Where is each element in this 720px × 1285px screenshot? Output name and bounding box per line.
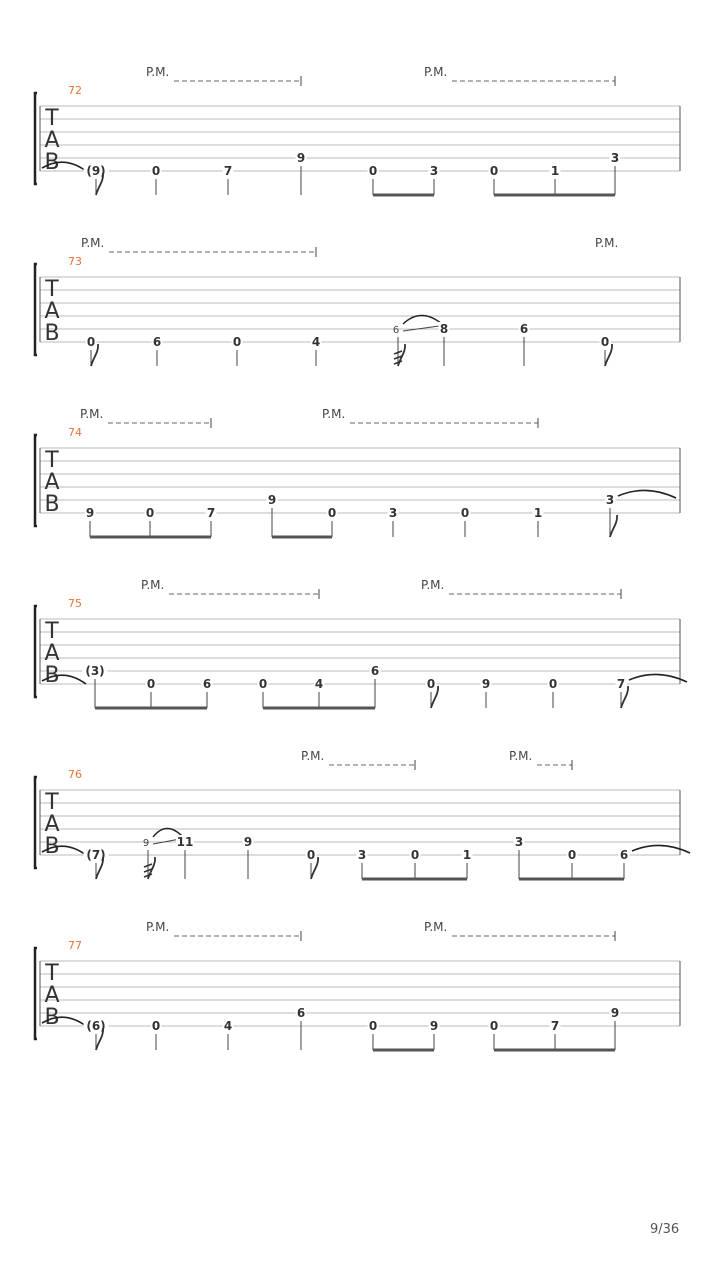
fret-number: 3 xyxy=(605,493,615,507)
fret-number: 8 xyxy=(439,322,449,336)
palm-mute-label: P.M. xyxy=(146,65,170,79)
page-number: 9/36 xyxy=(650,1222,680,1237)
fret-number: 0 xyxy=(600,335,610,349)
tie-out-arc xyxy=(629,674,687,682)
tab-note xyxy=(388,506,399,537)
tab-clef-letter: B xyxy=(44,321,60,346)
palm-mute-label: P.M. xyxy=(509,749,533,763)
tab-note xyxy=(481,677,492,708)
tab-clef-letter: B xyxy=(44,492,60,517)
tab-note xyxy=(489,1019,500,1050)
palm-mute-marking xyxy=(509,749,572,770)
palm-mute-marking xyxy=(595,236,618,250)
tab-note xyxy=(548,677,559,708)
tab-note xyxy=(146,677,157,708)
measure-number: 73 xyxy=(68,255,82,268)
fret-number: 3 xyxy=(610,151,620,165)
fret-number: 0 xyxy=(489,164,499,178)
fret-number: 9 xyxy=(243,835,253,849)
palm-mute-label: P.M. xyxy=(80,407,104,421)
tab-note xyxy=(202,677,213,708)
tab-clef-letter: A xyxy=(44,641,60,666)
tab-note xyxy=(306,848,319,879)
tab-note xyxy=(429,164,440,195)
fret-number: 0 xyxy=(426,677,436,691)
fret-number: 6 xyxy=(370,664,380,678)
tab-note xyxy=(151,1019,162,1050)
tab-clef-letter: T xyxy=(45,619,59,644)
palm-mute-marking xyxy=(146,920,301,941)
palm-mute-marking xyxy=(424,65,615,86)
note-flag xyxy=(148,857,155,879)
system-bracket xyxy=(35,948,37,1039)
tab-note xyxy=(314,677,325,708)
fret-number: (7) xyxy=(86,848,106,862)
fret-number: 0 xyxy=(327,506,337,520)
tab-note xyxy=(514,835,525,879)
tab-note xyxy=(610,151,621,195)
fret-number: 7 xyxy=(616,677,626,691)
tab-clef-letter: A xyxy=(44,128,60,153)
palm-mute-marking xyxy=(424,920,615,941)
fret-number: 0 xyxy=(548,677,558,691)
tab-note xyxy=(605,490,677,537)
tab-clef-letter: A xyxy=(44,470,60,495)
fret-number: 7 xyxy=(206,506,216,520)
tab-note xyxy=(267,493,278,537)
tab-note xyxy=(223,1019,234,1050)
fret-number: 4 xyxy=(314,677,324,691)
tab-system-74 xyxy=(35,407,680,537)
palm-mute-label: P.M. xyxy=(322,407,346,421)
fret-number: 3 xyxy=(357,848,367,862)
fret-number: 0 xyxy=(368,164,378,178)
tab-clef-letter: B xyxy=(44,663,60,688)
tab-system-77 xyxy=(35,920,680,1050)
tab-note xyxy=(368,1019,379,1050)
fret-number: 7 xyxy=(550,1019,560,1033)
tab-note xyxy=(84,848,109,879)
tab-note xyxy=(567,848,578,879)
tab-clef-letter: T xyxy=(45,961,59,986)
fret-number: 0 xyxy=(151,164,161,178)
palm-mute-marking xyxy=(80,407,211,428)
tab-note xyxy=(616,674,688,708)
fret-number: 6 xyxy=(152,335,162,349)
tie-out-arc xyxy=(632,845,690,853)
palm-mute-marking xyxy=(301,749,415,770)
tab-note xyxy=(223,164,234,195)
tab-note xyxy=(84,164,109,195)
palm-mute-label: P.M. xyxy=(595,236,619,250)
fret-number: 0 xyxy=(232,335,242,349)
system-bracket xyxy=(35,435,37,526)
palm-mute-label: P.M. xyxy=(421,578,445,592)
grace-note xyxy=(393,316,442,367)
fret-number: 6 xyxy=(619,848,629,862)
fret-number: 0 xyxy=(145,506,155,520)
tab-note xyxy=(429,1019,440,1050)
fret-number: 0 xyxy=(489,1019,499,1033)
tab-note xyxy=(519,322,530,366)
tab-clef-letter: B xyxy=(44,150,60,175)
fret-number: 0 xyxy=(86,335,96,349)
grace-fret-number: 6 xyxy=(392,325,400,336)
note-flag xyxy=(398,344,405,366)
tab-note xyxy=(206,506,217,537)
tab-note xyxy=(296,151,307,195)
fret-number: 0 xyxy=(410,848,420,862)
tab-note xyxy=(600,335,613,366)
tab-clef-letter: B xyxy=(44,834,60,859)
tab-system-72 xyxy=(35,65,680,195)
tab-note xyxy=(357,848,368,879)
measure-number: 72 xyxy=(68,84,82,97)
fret-number: 9 xyxy=(429,1019,439,1033)
tab-clef-letter: T xyxy=(45,448,59,473)
tab-note xyxy=(327,506,338,537)
tab-note xyxy=(84,1019,109,1050)
tab-note xyxy=(152,335,163,366)
measure-number: 74 xyxy=(68,426,82,439)
tab-note xyxy=(439,322,450,366)
fret-number: 6 xyxy=(202,677,212,691)
fret-number: 1 xyxy=(462,848,472,862)
measure-number: 75 xyxy=(68,597,82,610)
fret-number: 9 xyxy=(85,506,95,520)
tab-note xyxy=(85,506,96,537)
slur-arc xyxy=(403,316,442,325)
palm-mute-marking xyxy=(421,578,621,599)
fret-number: 1 xyxy=(550,164,560,178)
palm-mute-label: P.M. xyxy=(424,920,448,934)
fret-number: 9 xyxy=(481,677,491,691)
fret-number: 7 xyxy=(223,164,233,178)
tab-note xyxy=(145,506,156,537)
tab-clef-letter: A xyxy=(44,983,60,1008)
tab-note xyxy=(550,1019,561,1050)
fret-number: 0 xyxy=(258,677,268,691)
measure-number: 77 xyxy=(68,939,82,952)
system-bracket xyxy=(35,777,37,868)
tab-note xyxy=(258,677,269,708)
fret-number: 9 xyxy=(296,151,306,165)
tab-note xyxy=(243,835,254,879)
fret-number: 0 xyxy=(567,848,577,862)
tab-note xyxy=(533,506,544,537)
system-bracket xyxy=(35,606,37,697)
fret-number: 6 xyxy=(296,1006,306,1020)
palm-mute-label: P.M. xyxy=(141,578,165,592)
palm-mute-label: P.M. xyxy=(81,236,105,250)
tab-system-73 xyxy=(35,236,680,366)
tab-note xyxy=(86,335,99,366)
fret-number: 11 xyxy=(176,835,194,849)
tab-note xyxy=(311,335,322,366)
tab-note xyxy=(232,335,243,366)
palm-mute-marking xyxy=(81,236,316,257)
tab-system-76 xyxy=(35,749,690,879)
grace-fret-number: 9 xyxy=(142,838,150,849)
tab-note xyxy=(460,506,471,537)
palm-mute-marking xyxy=(322,407,538,428)
tab-note xyxy=(550,164,561,195)
tab-clef-letter: T xyxy=(45,106,59,131)
palm-mute-marking xyxy=(146,65,301,86)
fret-number: (6) xyxy=(86,1019,106,1033)
fret-number: 1 xyxy=(533,506,543,520)
tab-note xyxy=(619,845,691,879)
palm-mute-label: P.M. xyxy=(146,920,170,934)
tab-clef-letter: A xyxy=(44,299,60,324)
fret-number: 0 xyxy=(151,1019,161,1033)
tab-note xyxy=(426,677,439,708)
palm-mute-label: P.M. xyxy=(424,65,448,79)
tab-note xyxy=(370,664,381,708)
tab-note xyxy=(410,848,421,879)
fret-number: 4 xyxy=(311,335,321,349)
fret-number: (3) xyxy=(85,664,105,678)
system-bracket xyxy=(35,264,37,355)
fret-number: 9 xyxy=(610,1006,620,1020)
tab-clef-letter: T xyxy=(45,277,59,302)
fret-number: 9 xyxy=(267,493,277,507)
tab-clef-letter: B xyxy=(44,1005,60,1030)
fret-number: 6 xyxy=(519,322,529,336)
palm-mute-label: P.M. xyxy=(301,749,325,763)
fret-number: 0 xyxy=(460,506,470,520)
tab-note xyxy=(151,164,162,195)
fret-number: (9) xyxy=(86,164,106,178)
tab-clef-letter: T xyxy=(45,790,59,815)
tab-note xyxy=(83,664,108,708)
fret-number: 0 xyxy=(306,848,316,862)
fret-number: 3 xyxy=(514,835,524,849)
tab-note xyxy=(368,164,379,195)
tab-note xyxy=(489,164,500,195)
tie-out-arc xyxy=(618,490,676,498)
fret-number: 3 xyxy=(388,506,398,520)
fret-number: 0 xyxy=(368,1019,378,1033)
tab-note xyxy=(176,835,194,879)
note-flag xyxy=(610,515,617,537)
tab-note xyxy=(462,848,473,879)
tab-note xyxy=(296,1006,307,1050)
measure-number: 76 xyxy=(68,768,82,781)
fret-number: 4 xyxy=(223,1019,233,1033)
fret-number: 0 xyxy=(146,677,156,691)
palm-mute-marking xyxy=(141,578,319,599)
tab-note xyxy=(610,1006,621,1050)
tab-system-75 xyxy=(35,578,687,708)
system-bracket xyxy=(35,93,37,184)
tab-clef-letter: A xyxy=(44,812,60,837)
fret-number: 3 xyxy=(429,164,439,178)
